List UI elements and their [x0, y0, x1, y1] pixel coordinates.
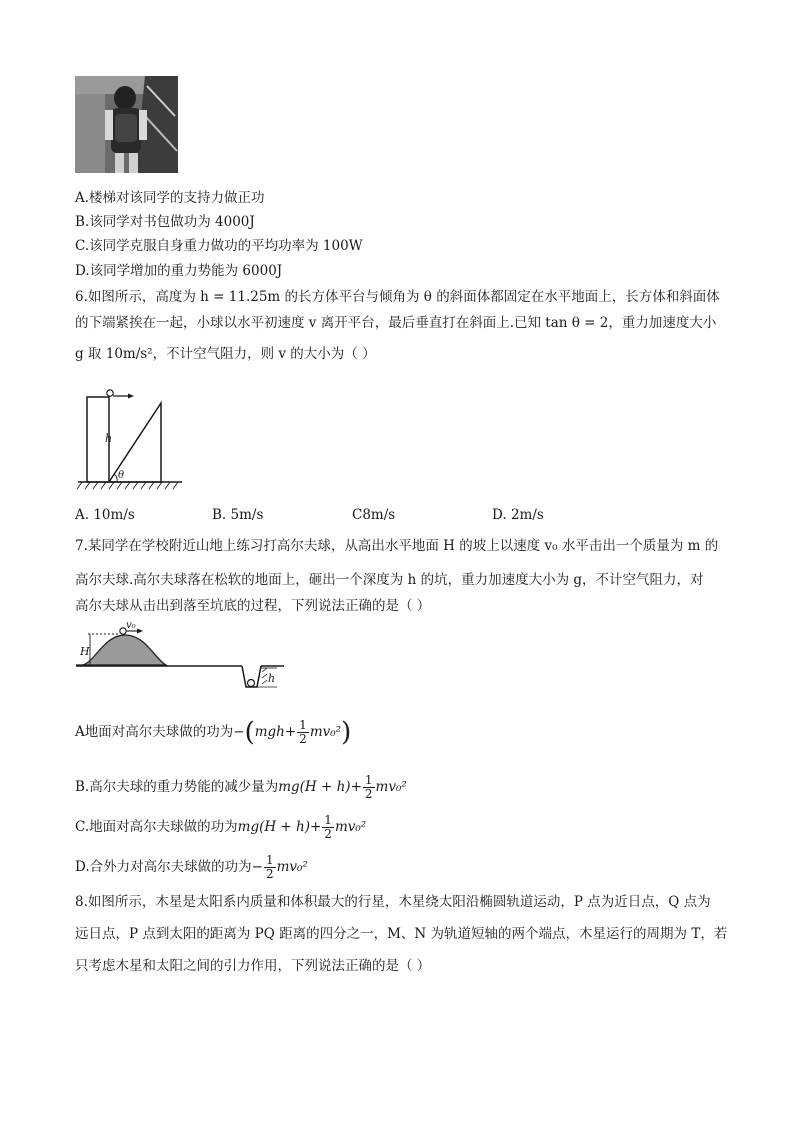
student-stairs-photo	[75, 76, 178, 173]
q7-golf-hill-figure	[74, 620, 286, 692]
q8-stem-line-3: 只考虑木星和太阳之间的引力作用，下列说法正确的是（ ）	[75, 958, 431, 974]
q5-option-d: D.该同学增加的重力势能为 6000J	[75, 263, 283, 279]
q7-figure-label-v0: v₀	[126, 620, 136, 631]
q5-option-c: C.该同学克服自身重力做功的平均功率为 100W	[75, 238, 363, 254]
q7-stem-line-1: 7.某同学在学校附近山地上练习打高尔夫球，从高出水平地面 H 的坡上以速度 v₀ 水平击出一个质量为 m 的	[75, 538, 719, 554]
q6-option-a: A. 10m/s	[75, 507, 135, 523]
q7-option-a: A地面对高尔夫球做的功为−(mgh+ $\frac{1}{2}$ mv₀²)	[75, 717, 352, 748]
q8-stem-line-1: 8.如图所示，木星是太阳系内质量和体积最大的行星，木星绕太阳沿椭圆轨道运动，P 点为近日点，Q 点为	[75, 894, 711, 910]
q6-platform-incline-figure	[72, 385, 187, 493]
q6-stem-line-3: g 取 10m/s²，不计空气阻力，则 v 的大小为（ ）	[75, 346, 376, 362]
q6-figure-label-h: h	[105, 432, 113, 445]
q8-stem-line-2: 远日点，P 点到太阳的距离为 PQ 距离的四分之一，M、N 为轨道短轴的两个端点，木星运行的周期为 T，若	[75, 926, 728, 942]
q6-option-c: C8m/s	[352, 507, 396, 523]
q5-option-b: B.该同学对书包做功为 4000J	[75, 214, 255, 230]
q7-option-c: C.地面对高尔夫球做的功为mg(H + h)+ $\frac{1}{2}$ mv₀²	[75, 813, 367, 841]
q5-option-a: A.楼梯对该同学的支持力做正功	[75, 190, 265, 206]
q6-stem-line-1: 6.如图所示，高度为 h = 11.25m 的长方体平台与倾角为 θ 的斜面体都固定在水平地面上，长方体和斜面体	[75, 289, 720, 305]
q6-option-d: D. 2m/s	[492, 507, 544, 523]
q6-figure-label-theta: θ	[118, 470, 125, 481]
q7-figure-label-H: H	[80, 645, 90, 658]
q6-stem-line-2: 的下端紧挨在一起，小球以水平初速度 v 离开平台，最后垂直打在斜面上.已知 tan θ = 2，重力加速度大小	[75, 315, 717, 331]
q7-option-d: D.合外力对高尔夫球做的功为− $\frac{1}{2}$ mv₀²	[75, 853, 308, 881]
q6-option-b: B. 5m/s	[212, 507, 264, 523]
q7-stem-line-2: 高尔夫球.高尔夫球落在松软的地面上，砸出一个深度为 h 的坑，重力加速度大小为 g，不计空气阻力，对	[75, 572, 704, 588]
q7-option-b: B.高尔夫球的重力势能的减少量为mg(H + h)+ $\frac{1}{2}$ mv₀²	[75, 773, 407, 801]
q7-figure-label-h: h	[268, 672, 276, 685]
q7-stem-line-3: 高尔夫球从击出到落至坑底的过程，下列说法正确的是（ ）	[75, 598, 431, 614]
